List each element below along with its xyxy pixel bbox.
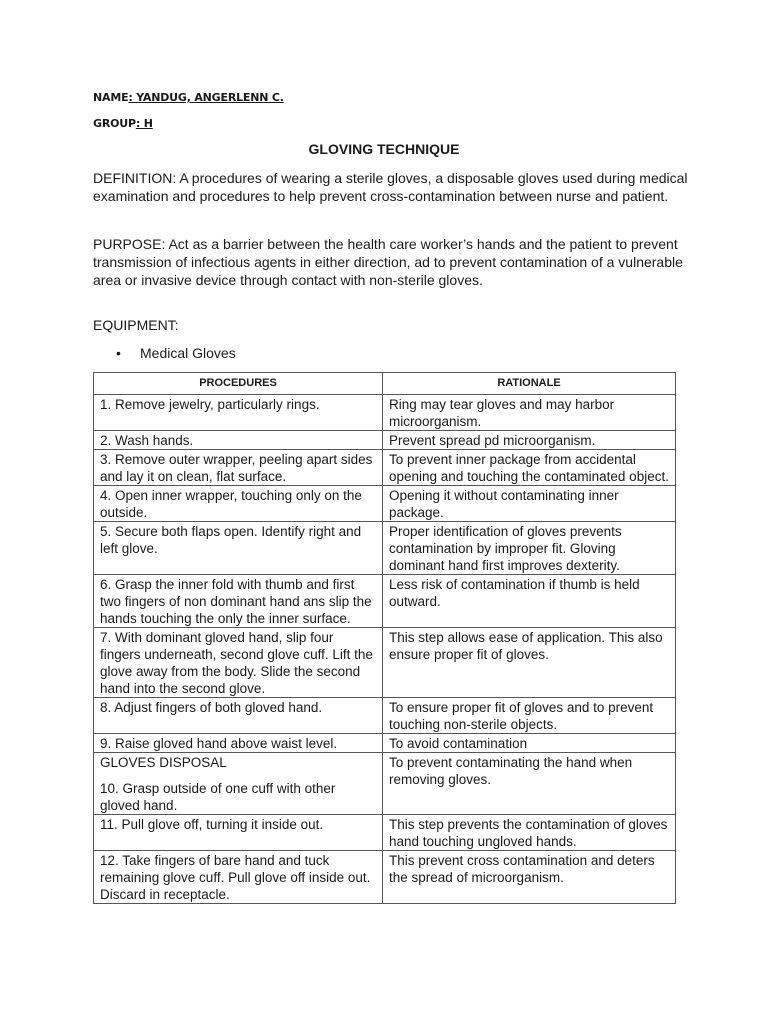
section-heading: GLOVES DISPOSAL [100, 755, 227, 770]
procedure-cell [94, 753, 383, 815]
document-title: GLOVING TECHNIQUE [308, 141, 460, 157]
table-row [94, 450, 676, 486]
procedure-cell: 6. Grasp the inner fold with thumb and first two fingers of non dominant hand ans slip the hands touching the only the inner surface. [94, 575, 383, 628]
equipment-item-label: Medical Gloves [140, 345, 236, 361]
procedures-header: PROCEDURES [94, 373, 383, 395]
rationale-cell: Less risk of contamination if thumb is held outward. [383, 575, 676, 628]
rationale-cell: This step prevents the contamination of gloves hand touching ungloved hands. [383, 815, 676, 851]
group-value: : H [135, 117, 153, 130]
group-label: GROUP [93, 117, 136, 130]
table-row [94, 486, 676, 522]
procedure-cell: 5. Secure both flaps open. Identify right and left glove. [94, 522, 383, 575]
purpose-paragraph: PURPOSE: Act as a barrier between the health care worker’s hands and the patient to prevent transmission of infectious agents in either direction, ad to prevent contamination of a vulnerable area or invasive device through contact with non-sterile gloves. [93, 236, 683, 288]
procedure-cell: 3. Remove outer wrapper, peeling apart sides and lay it on clean, flat surface. [94, 450, 383, 486]
rationale-cell: To avoid contamination [383, 734, 676, 753]
table-row [94, 851, 676, 904]
table-row [94, 753, 676, 815]
procedure-subtext: 10. Grasp outside of one cuff with other gloved hand. [100, 781, 336, 813]
name-value: : YANDUG, ANGERLENN C. [128, 91, 284, 104]
bullet-icon: • [116, 345, 121, 361]
table-row [94, 815, 676, 851]
rationale-cell: Proper identification of gloves prevents contamination by improper fit. Gloving dominant hand first improves dexterity. [383, 522, 676, 575]
procedure-cell: 9. Raise gloved hand above waist level. [94, 734, 383, 753]
procedure-cell: 7. With dominant gloved hand, slip four fingers underneath, second glove cuff. Lift the glove away from the body. Slide the second hand into the second glove. [94, 628, 383, 698]
rationale-cell: Prevent spread pd microorganism. [383, 431, 676, 450]
table-header-row [94, 373, 676, 395]
table-row [94, 698, 676, 734]
table-row [94, 734, 676, 753]
rationale-cell: Opening it without contaminating inner package. [383, 486, 676, 522]
table-row [94, 431, 676, 450]
equipment-list-item [116, 345, 236, 361]
procedure-cell: 11. Pull glove off, turning it inside out. [94, 815, 383, 851]
rationale-cell: This step allows ease of application. This also ensure proper fit of gloves. [383, 628, 676, 698]
rationale-header: RATIONALE [383, 373, 676, 395]
name-line [93, 91, 284, 104]
procedure-cell: 2. Wash hands. [94, 431, 383, 450]
rationale-cell: To ensure proper fit of gloves and to prevent touching non-sterile objects. [383, 698, 676, 734]
rationale-cell: Ring may tear gloves and may harbor microorganism. [383, 395, 676, 431]
procedure-cell: 4. Open inner wrapper, touching only on the outside. [94, 486, 383, 522]
group-line [93, 117, 153, 130]
table-row [94, 395, 676, 431]
definition-paragraph: DEFINITION: A procedures of wearing a sterile gloves, a disposable gloves used during medical examination and procedures to help prevent cross-contamination between nurse and patient. [93, 170, 688, 204]
table-row [94, 522, 676, 575]
name-label: NAME [93, 91, 129, 104]
table-row [94, 628, 676, 698]
rationale-cell: To prevent contaminating the hand when removing gloves. [383, 753, 676, 815]
procedure-cell: 1. Remove jewelry, particularly rings. [94, 395, 383, 431]
procedure-cell: 12. Take fingers of bare hand and tuck remaining glove cuff. Pull glove off inside out. Discard in receptacle. [94, 851, 383, 904]
procedure-cell: 8. Adjust fingers of both gloved hand. [94, 698, 383, 734]
table-row [94, 575, 676, 628]
procedures-table [93, 372, 676, 904]
rationale-cell: This prevent cross contamination and deters the spread of microorganism. [383, 851, 676, 904]
equipment-heading: EQUIPMENT: [93, 317, 179, 333]
rationale-cell: To prevent inner package from accidental opening and touching the contaminated object. [383, 450, 676, 486]
